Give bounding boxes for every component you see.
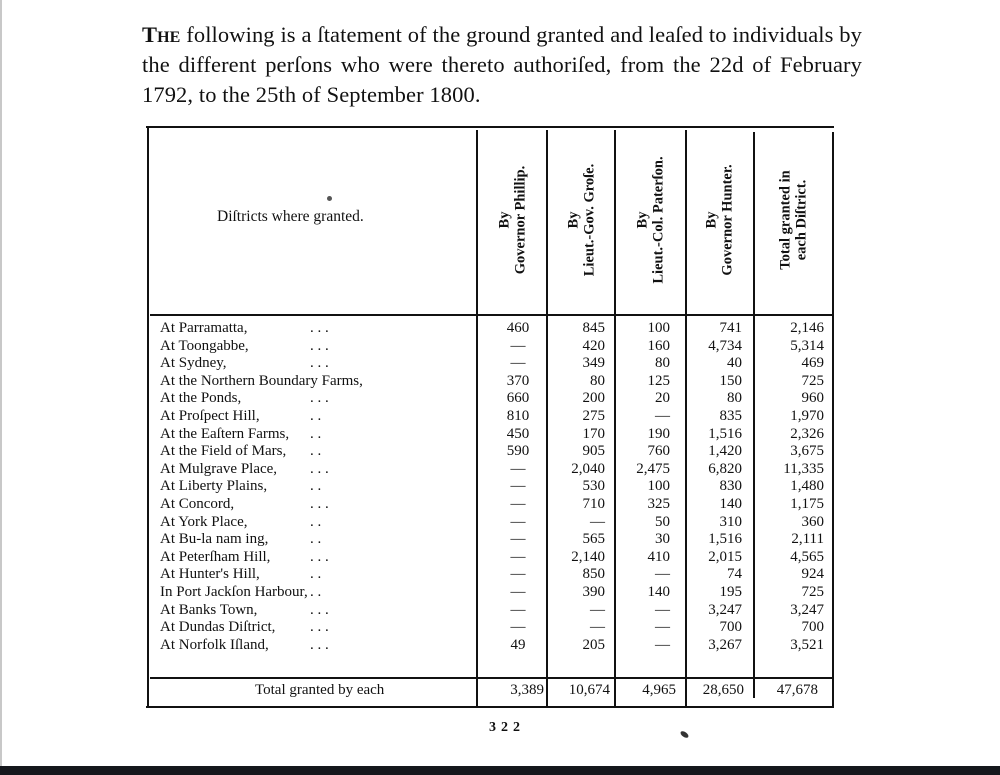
leader-dots: . . . xyxy=(310,337,329,354)
cell-hunter: 4,734 xyxy=(708,337,742,354)
cell-phillip: — xyxy=(510,513,526,530)
district-name: At Dundas Diſtrict, xyxy=(160,619,276,636)
leader-dots: . . . xyxy=(310,460,329,477)
leader-dots: . . . xyxy=(310,390,329,407)
table-row xyxy=(160,619,832,637)
district-name: At Concord, xyxy=(160,495,235,512)
cell-hunter: 3,247 xyxy=(708,601,742,618)
total-grose: 10,674 xyxy=(568,682,610,698)
district-name: At Parramatta, xyxy=(160,320,248,336)
cell-total: 960 xyxy=(801,390,824,407)
cell-grose: 200 xyxy=(582,390,605,407)
cell-paterson: 100 xyxy=(647,478,670,495)
cell-phillip: 450 xyxy=(506,425,530,442)
cell-hunter: 40 xyxy=(727,355,742,372)
leader-dots: . . xyxy=(310,443,322,460)
district-name: At Liberty Plains, xyxy=(160,478,268,495)
cell-paterson: — xyxy=(655,407,670,424)
cell-total: 5,314 xyxy=(790,337,824,354)
cell-phillip: — xyxy=(510,495,526,512)
total-paterson: 4,965 xyxy=(642,682,676,698)
leader-dots: . . . xyxy=(310,548,329,565)
cell-grose: 170 xyxy=(582,425,605,442)
cell-total: 924 xyxy=(801,566,824,583)
header-paterson-name: Lieut.-Col. Paterſon. xyxy=(650,156,667,284)
header-districts: Diſtricts where granted. xyxy=(217,208,364,225)
cell-paterson: 20 xyxy=(655,390,670,407)
cell-total: 469 xyxy=(801,355,824,372)
leader-dots: . . xyxy=(310,531,322,548)
leader-dots: . . . xyxy=(310,601,329,618)
cell-hunter: 3,267 xyxy=(708,636,742,653)
leader-dots: . . xyxy=(310,478,322,495)
cell-hunter: 1,516 xyxy=(708,425,742,442)
cell-paterson: 125 xyxy=(647,372,670,389)
cell-paterson: — xyxy=(655,619,670,636)
cell-phillip: — xyxy=(510,583,526,600)
cell-hunter: 830 xyxy=(719,478,742,495)
cell-paterson: 2,475 xyxy=(636,460,670,477)
cell-total: 2,326 xyxy=(790,425,824,442)
cell-total: 3,247 xyxy=(790,601,824,618)
cell-grose: 850 xyxy=(582,566,605,583)
cell-hunter: 195 xyxy=(719,583,742,600)
table-row xyxy=(160,549,832,567)
leader-dots: . . xyxy=(310,407,322,424)
body-bottom-rule xyxy=(150,677,832,679)
cell-total: 1,175 xyxy=(790,495,824,512)
cell-phillip: — xyxy=(510,601,526,618)
header-phillip-name: Governor Phillip. xyxy=(512,165,528,275)
cell-hunter: 150 xyxy=(719,372,742,389)
district-name: At Sydney, xyxy=(160,355,227,372)
cell-paterson: 160 xyxy=(647,337,670,354)
leader-dots: . . . xyxy=(310,355,329,372)
header-grose-name: Lieut.-Gov. Groſe. xyxy=(581,163,598,277)
cell-grose: 845 xyxy=(582,320,605,336)
header-total-line2: each Diſtrict. xyxy=(793,179,810,261)
table-row xyxy=(160,443,832,461)
cell-phillip: 810 xyxy=(506,407,530,424)
cell-hunter: 74 xyxy=(727,566,742,583)
header-hunter-by: By xyxy=(704,211,721,229)
cell-total: 2,111 xyxy=(791,531,824,548)
leader-dots: . . xyxy=(310,425,322,442)
cell-paterson: 760 xyxy=(647,443,670,460)
ink-smudge xyxy=(679,730,689,739)
table-row xyxy=(160,566,832,584)
header-hunter xyxy=(687,140,753,300)
cell-hunter: 2,015 xyxy=(708,548,742,565)
cell-total: 725 xyxy=(801,583,824,600)
header-paterson xyxy=(616,140,685,300)
page-number: 322 xyxy=(489,720,525,735)
cell-paterson: 30 xyxy=(655,531,670,548)
cell-total: 1,970 xyxy=(790,407,824,424)
intro-text: following is a ſtatement of the ground granted and leaſed to individuals by the different perſons who were thereto authoriſed, from the 22d of February 1792, to the 25th of September 1800. xyxy=(142,22,863,107)
cell-hunter: 835 xyxy=(719,407,742,424)
total-hunter: 28,650 xyxy=(702,682,744,698)
cell-phillip: 49 xyxy=(510,636,526,653)
cell-grose: 275 xyxy=(582,407,605,424)
cell-phillip: 660 xyxy=(506,390,530,407)
table-row xyxy=(160,602,832,620)
cell-grose: 349 xyxy=(582,355,605,372)
cell-phillip: — xyxy=(510,355,526,372)
cell-hunter: 700 xyxy=(719,619,742,636)
cell-phillip: — xyxy=(510,619,526,636)
header-grose xyxy=(548,140,614,300)
intro-paragraph xyxy=(142,20,862,110)
cell-phillip: — xyxy=(510,566,526,583)
leader-dots: . . xyxy=(310,513,322,530)
ink-dot xyxy=(327,196,332,201)
cell-grose: 2,040 xyxy=(571,460,605,477)
leader-dots: . . xyxy=(310,566,322,583)
cell-phillip: — xyxy=(510,460,526,477)
cell-hunter: 80 xyxy=(727,390,742,407)
cell-total: 2,146 xyxy=(790,320,824,336)
cell-paterson: 410 xyxy=(647,548,670,565)
cell-grose: 905 xyxy=(582,443,605,460)
cell-total: 1,480 xyxy=(790,478,824,495)
cell-grose: 530 xyxy=(582,478,605,495)
cell-phillip: 370 xyxy=(506,372,530,389)
header-total-line1: Total granted in xyxy=(777,170,794,270)
cell-total: 725 xyxy=(801,372,824,389)
scan-edge xyxy=(0,0,2,766)
cell-hunter: 140 xyxy=(719,495,742,512)
table-row xyxy=(160,338,832,356)
header-paterson-by: By xyxy=(634,211,651,229)
table-row xyxy=(160,373,832,391)
cell-paterson: 80 xyxy=(655,355,670,372)
cell-grose: 710 xyxy=(582,495,605,512)
cell-phillip: — xyxy=(510,531,526,548)
cell-grose: 565 xyxy=(582,531,605,548)
district-name: At York Place, xyxy=(160,513,248,530)
cell-hunter: 1,420 xyxy=(708,443,742,460)
cell-total: 3,675 xyxy=(790,443,824,460)
table-row xyxy=(160,426,832,444)
leader-dots: . . xyxy=(310,583,322,600)
total-phillip: 3,389 xyxy=(510,682,544,698)
header-grose-by: By xyxy=(565,211,582,229)
intro-lead-word: The xyxy=(142,22,181,47)
district-name: At Bu-la nam ing, xyxy=(160,531,269,548)
table-row xyxy=(160,531,832,549)
cell-paterson: 50 xyxy=(655,513,670,530)
cell-paterson: — xyxy=(655,601,670,618)
cell-phillip: — xyxy=(510,548,526,565)
cell-grose: — xyxy=(590,619,605,636)
totals-row xyxy=(160,682,832,704)
district-name: At Peterſham Hill, xyxy=(160,548,271,565)
table-row xyxy=(160,514,832,532)
table-row xyxy=(160,461,832,479)
total-grand: 47,678 xyxy=(776,682,818,698)
district-name: At the Ponds, xyxy=(160,390,242,407)
cell-phillip: 590 xyxy=(506,443,530,460)
leader-dots: . . . xyxy=(310,619,329,636)
cell-hunter: 741 xyxy=(719,320,742,336)
cell-hunter: 6,820 xyxy=(708,460,742,477)
cell-total: 3,521 xyxy=(790,636,824,653)
cell-phillip: 460 xyxy=(506,320,530,336)
table-row xyxy=(160,320,832,338)
leader-dots: . . . xyxy=(310,636,329,653)
cell-paterson: 325 xyxy=(647,495,670,512)
table-body xyxy=(160,320,832,654)
cell-phillip: — xyxy=(510,337,526,354)
cell-paterson: — xyxy=(655,566,670,583)
header-total xyxy=(755,140,832,300)
cell-grose: 2,140 xyxy=(571,548,605,565)
cell-grose: — xyxy=(590,601,605,618)
cell-total: 4,565 xyxy=(790,548,824,565)
header-hunter-name: Governor Hunter. xyxy=(720,164,737,276)
table-row xyxy=(160,355,832,373)
district-name: At Norfolk Iſland, xyxy=(160,636,269,653)
district-name: In Port Jackſon Harbour, xyxy=(160,583,308,600)
cell-paterson: 140 xyxy=(647,583,670,600)
cell-grose: 420 xyxy=(582,337,605,354)
table-top-rule xyxy=(146,126,834,128)
cell-phillip: — xyxy=(510,478,526,495)
table-row xyxy=(160,496,832,514)
cell-paterson: — xyxy=(655,636,670,653)
totals-label: Total granted by each xyxy=(255,682,385,698)
cell-grose: — xyxy=(590,513,605,530)
table-left-border xyxy=(147,128,149,708)
cell-hunter: 1,516 xyxy=(708,531,742,548)
district-name: At Toongabbe, xyxy=(160,337,249,354)
district-name: At Banks Town, xyxy=(160,601,258,618)
district-name: At Proſpect Hill, xyxy=(160,407,260,424)
table-row xyxy=(160,584,832,602)
header-phillip xyxy=(478,140,546,300)
cell-grose: 205 xyxy=(582,636,605,653)
district-name: At Hunter's Hill, xyxy=(160,566,260,583)
table-row xyxy=(160,637,832,655)
table-row xyxy=(160,478,832,496)
header-bottom-rule xyxy=(150,314,832,316)
cell-total: 360 xyxy=(801,513,824,530)
cell-total: 700 xyxy=(801,619,824,636)
cell-hunter: 310 xyxy=(719,513,742,530)
table-bottom-rule xyxy=(146,706,834,708)
cell-paterson: 190 xyxy=(647,425,670,442)
table-row xyxy=(160,390,832,408)
cell-paterson: 100 xyxy=(647,320,670,336)
leader-dots: . . . xyxy=(310,495,329,512)
district-name: At the Northern Boundary Farms, xyxy=(160,372,363,389)
district-name: At Mulgrave Place, xyxy=(160,460,278,477)
cell-total: 11,335 xyxy=(783,460,824,477)
table-right-border xyxy=(832,132,834,706)
cell-grose: 80 xyxy=(590,372,605,389)
scan-bottom-edge xyxy=(0,766,1000,775)
district-name: At the Field of Mars, xyxy=(160,443,287,460)
table-row xyxy=(160,408,832,426)
header-phillip-by: By xyxy=(496,211,512,229)
district-name: At the Eaſtern Farms, xyxy=(160,425,290,442)
leader-dots: . . . xyxy=(310,320,329,336)
cell-grose: 390 xyxy=(582,583,605,600)
